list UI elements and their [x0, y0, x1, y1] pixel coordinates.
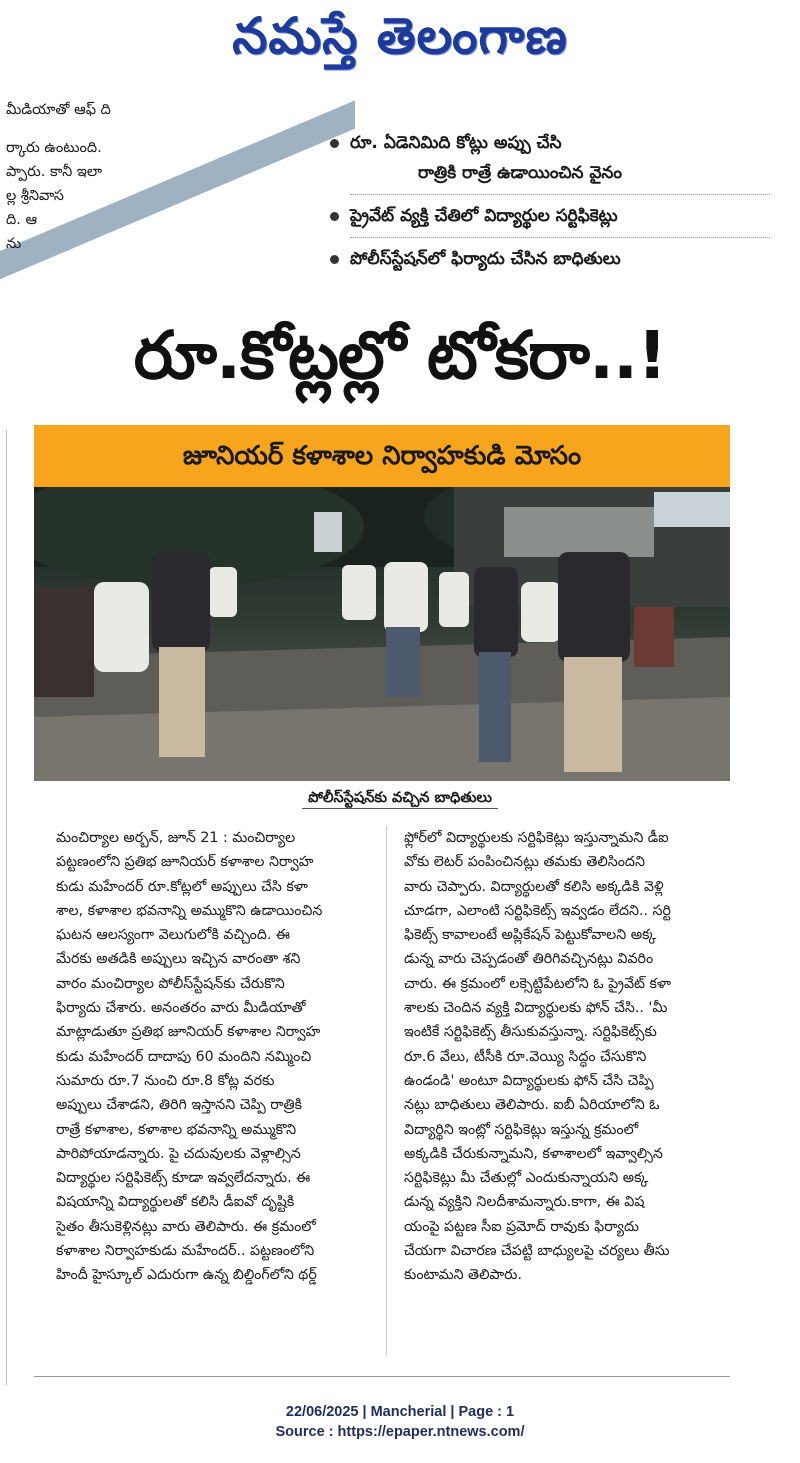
- bullet-item: [330, 201, 770, 231]
- article-line: యంపై పట్టణ సీఐ ప్రమోద్ రావుకు ఫిర్యాదు: [404, 1218, 639, 1235]
- article-line: మేరకు అతడికి అప్పులు ఇచ్చిన వారంతా శని: [56, 951, 301, 968]
- masthead: [0, 0, 800, 92]
- divider: [350, 237, 770, 238]
- article-line: నట్లు బాధితులు తెలిపారు. ఐబీ ఏరియాలోని ఓ: [404, 1097, 660, 1114]
- article-line: శాలకు చెందిన వ్యక్తి విద్యార్థులకు ఫోన్ చేసి.. 'మీ: [404, 1000, 668, 1017]
- article-line: పట్టణంలోని ప్రతిభ జూనియర్ కళాశాల నిర్వాహ: [56, 854, 314, 871]
- bullet-dot-icon: [330, 139, 339, 148]
- edition-info: 22/06/2025 | Mancherial | Page : 1: [285, 1404, 515, 1420]
- article-line: కుడు మహేందర్ రూ.కోట్లలో అప్పులు చేసి కళా: [56, 878, 308, 895]
- divider: [350, 194, 770, 195]
- fragment-line: ర్కారు ఉంటుంది.: [6, 140, 102, 156]
- article-line: ఘటన ఆలస్యంగా వెలుగులోకి వచ్చింది. ఈ: [56, 927, 290, 944]
- article-line: సుమారు రూ.7 నుంచి రూ.8 కోట్ల వరకు: [56, 1072, 275, 1089]
- article-line: వారు చెప్పారు. విద్యార్థులతో కలిసి అక్కడికి వెళ్లి: [404, 878, 664, 895]
- article-line: మాట్లాడుతూ ప్రతిభ జూనియర్ కళాశాల నిర్వాహ: [56, 1024, 321, 1041]
- article-line: కళాశాల నిర్వాహకుడు మహేందర్.. పట్టణంలోని: [56, 1243, 315, 1260]
- article-line: వోకు లెటర్ పంపించినట్లు తమకు తెలిసిందని: [404, 854, 645, 871]
- photo-caption-text: పోలీస్‌స్టేషన్‌కు వచ్చిన బాధితులు: [302, 790, 498, 809]
- article-column-left: [56, 826, 370, 1288]
- newspaper-logo: నమస్తే తెలంగాణ: [232, 6, 568, 65]
- article-line: రాత్రే కళాశాల, కళాశాల భవనాన్ని అమ్ముకొని: [56, 1121, 297, 1138]
- article-line: హిందీ హైస్కూల్ ఎదురుగా ఉన్న బిల్డింగ్‌లోని థర్డ్: [56, 1267, 317, 1284]
- bullet-dot-icon: [330, 255, 339, 264]
- article-line: ఫ్లోర్‌లో విద్యార్థులకు సర్టిఫికెట్లు ఇస్తున్నామని డీఐ: [404, 830, 669, 846]
- fragment-line: మీడియాతో ఆఫ్ ది: [6, 102, 111, 118]
- article-line: ఫికెట్స్ కావాలంటే అప్లికేషన్ పెట్టుకోవాలని అక్క: [404, 927, 657, 944]
- bullet-text: రూ. ఏడెనిమిది కోట్లు అప్పు చేసి: [350, 133, 562, 153]
- article-column-right: [404, 826, 730, 1288]
- fragment-line: ల్ల శ్రీనివాస: [6, 188, 64, 204]
- article-line: ఇంటికే సర్టిఫికెట్స్ తీసుకువస్తున్నా. సర్టిఫికెట్స్‌కు: [404, 1024, 657, 1041]
- article-line: విద్యార్థిని ఇంట్లో సర్టిఫికెట్లు ఇస్తున్న క్రమంలో: [404, 1121, 639, 1138]
- article-line: కుడు మహేందర్ దాదాపు 60 మందిని నమ్మించి: [56, 1048, 312, 1065]
- page-edge-rule: [6, 430, 7, 1385]
- news-photo: [34, 487, 730, 781]
- bullet-text: పోలీస్‌స్టేషన్‌లో ఫిర్యాదు చేసిన బాధితులు: [350, 249, 621, 269]
- headline: రూ.కోట్లల్లో టోకరా..!: [133, 317, 667, 394]
- article-line: చూడగా, ఎలాంటి సర్టిఫికెట్స్ ఇవ్వడం లేదని.. సర్టి: [404, 902, 671, 919]
- article-line: ఉండండి' అంటూ విద్యార్థులకు ఫోన్ చేసి చెప్పి: [404, 1072, 654, 1089]
- subheadline-band: జూనియర్ కళాశాల నిర్వాహకుడి మోసం: [34, 425, 730, 487]
- article-line: విషయాన్ని విద్యార్థులతో కలిసి డీఐవో దృష్టికి: [56, 1194, 295, 1211]
- photo-caption: [0, 790, 800, 810]
- article-line: సర్టిఫికెట్లు మీ చేతుల్లో ఎందుకున్నాయని అక్క: [404, 1170, 649, 1187]
- footer-rule: [34, 1376, 730, 1377]
- article-line: పారిపోయాడన్నారు. పై చదువులకు వెళ్లాల్సిన: [56, 1145, 301, 1162]
- article-line: కుంటామని తెలిపారు.: [404, 1267, 522, 1284]
- article-line: మంచిర్యాల అర్బన్, జూన్ 21 : మంచిర్యాల: [56, 830, 296, 846]
- source-url: Source : https://epaper.ntnews.com/: [275, 1424, 525, 1440]
- bullet-text-continued: రాత్రికి రాత్రే ఉడాయించిన వైనం: [418, 163, 622, 183]
- article-line: శాల, కళాశాల భవనాన్ని అమ్ముకొని ఉడాయించిన: [56, 902, 323, 919]
- bullet-item: [330, 128, 770, 188]
- street-crowd-illustration: [34, 487, 730, 781]
- fragment-line: ను: [6, 236, 22, 252]
- article-line: చారు. ఈ క్రమంలో లక్సెట్టిపేటలోని ఓ ప్రైవేట్ కళా: [404, 975, 672, 992]
- page-footer: [0, 1402, 800, 1442]
- bullet-dot-icon: [330, 212, 339, 221]
- column-divider: [386, 826, 387, 1356]
- article-line: చేయగా విచారణ చేపట్టి బాధ్యులపై చర్యలు తీసు: [404, 1243, 670, 1260]
- article-line: డున్న వ్యక్తిని నిలదీశామన్నారు.కాగా, ఈ విష: [404, 1194, 645, 1211]
- article-line: డున్న వారు చెప్పడంతో తిరిగివచ్చినట్లు వివరిం: [404, 951, 654, 968]
- article-line: వారం మంచిర్యాల పోలీస్‌స్టేషన్‌కు చేరుకొని: [56, 975, 285, 992]
- bullet-text: ప్రైవేట్ వ్యక్తి చేతిలో విద్యార్థుల సర్టిఫికెట్లు: [350, 206, 618, 226]
- article-line: విద్యార్థుల సర్టిఫికెట్స్ కూడా ఇవ్వలేదన్నారు. ఈ: [56, 1170, 311, 1187]
- article-line: ఫిర్యాదు చేశారు. అనంతరం వారు మీడియాతో: [56, 1000, 306, 1017]
- fragment-line: ది. ఆ: [6, 212, 38, 228]
- key-points: [330, 128, 770, 274]
- article-line: అప్పులు చేశాడని, తిరిగి ఇస్తానని చెప్పి రాత్రికి: [56, 1097, 303, 1114]
- fragment-line: ప్పారు. కానీ ఇలా: [6, 164, 103, 180]
- bullet-item: [330, 244, 770, 274]
- article-line: రూ.6 వేలు, టీసీకి రూ.వెయ్యి సిద్ధం చేసుకొని: [404, 1048, 647, 1065]
- article-line: అక్కడికి చేరుకున్నామని, కళాశాలలో ఇవ్వాల్సిన: [404, 1145, 663, 1162]
- article-line: సైతం తీసుకెళ్లినట్లు వారు తెలిపారు. ఈ క్రమంలో: [56, 1218, 316, 1235]
